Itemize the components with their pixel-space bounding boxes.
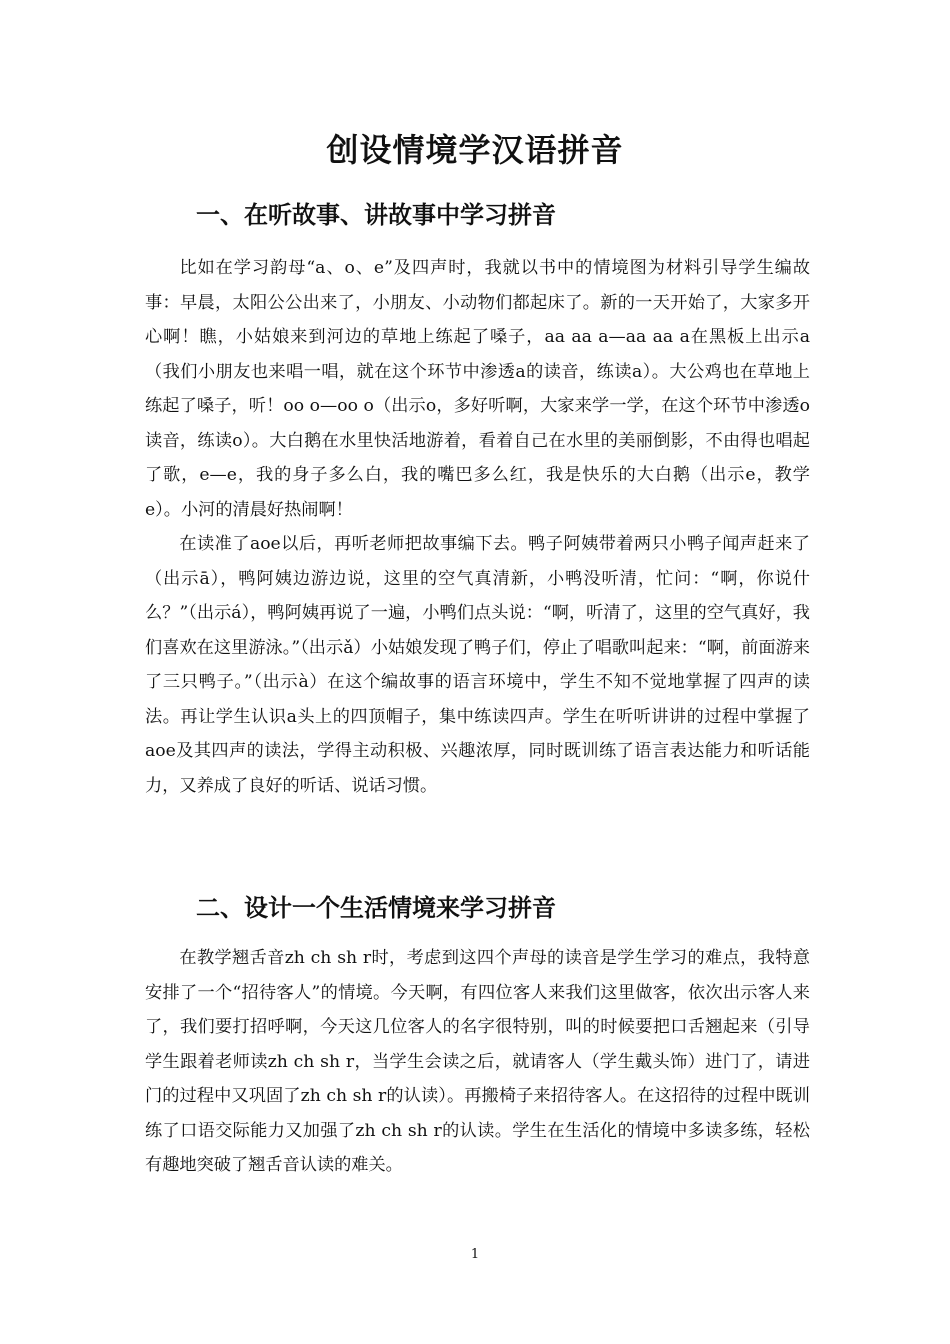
section-body-2 xyxy=(145,941,810,1183)
paragraph: 在教学翘舌音zh ch sh r时，考虑到这四个声母的读音是学生学习的难点，我特意安排了一个“招待客人”的情境。今天啊，有四位客人来我们这里做客，依次出示客人来了，我们要打招呼啊，今天这几位客人的名字很特别，叫的时候要把口舌翘起来（引导学生跟着老师读zh ch sh r，当学生会读之后，就请客人（学生戴头饰）进门了，请进门的过程中又巩固了zh ch sh r的认读）。再搬椅子来招待客人。在这招待的过程中既训练了口语交际能力又加强了zh ch sh r的认读。学生在生活化的情境中多读多练，轻松有趣地突破了翘舌音认读的难关。 xyxy=(145,948,810,1175)
paragraph: 比如在学习韵母“a、o、e”及四声时，我就以书中的情境图为材料引导学生编故事：早晨，太阳公公出来了，小朋友、小动物们都起床了。新的一天开始了，大家多开心啊！瞧，小姑娘来到河边的草地上练起了嗓子，aa aa a—aa aa a在黑板上出示a（我们小朋友也来唱一唱，就在这个环节中渗透a的读音，练读a）。大公鸡也在草地上练起了嗓子，听！oo o—oo o（出示o，多好听啊，大家来学一学，在这个环节中渗透o读音，练读o）。大白鹅在水里快活地游着，看着自己在水里的美丽倒影，不由得也唱起了歌，e—e，我的身子多么白，我的嘴巴多么红，我是快乐的大白鹅（出示e，教学e）。小河的清晨好热闹啊！ xyxy=(145,258,810,520)
page-number: 1 xyxy=(470,1247,480,1262)
section-heading-1: 一、在听故事、讲故事中学习拼音 xyxy=(196,200,556,229)
paragraph: 在读准了aoe以后，再听老师把故事编下去。鸭子阿姨带着两只小鸭子闻声赶来了（出示ā），鸭阿姨边游边说，这里的空气真清新，小鸭没听清，忙问：“啊，你说什么？”（出示á），鸭阿姨再说了一遍，小鸭们点头说：“啊，听清了，这里的空气真好，我们喜欢在这里游泳。”（出示ǎ）小姑娘发现了鸭子们，停止了唱歌叫起来：“啊，前面游来了三只鸭子。”（出示à）在这个编故事的语言环境中，学生不知不觉地掌握了四声的读法。再让学生认识a头上的四顶帽子，集中练读四声。学生在听听讲讲的过程中掌握了aoe及其四声的读法，学得主动积极、兴趣浓厚，同时既训练了语言表达能力和听话能力，又养成了良好的听话、说话习惯。 xyxy=(145,534,810,796)
document-title: 创设情境学汉语拼音 xyxy=(326,131,624,169)
section-heading-2: 二、设计一个生活情境来学习拼音 xyxy=(196,893,556,922)
section-body-1 xyxy=(145,251,810,803)
